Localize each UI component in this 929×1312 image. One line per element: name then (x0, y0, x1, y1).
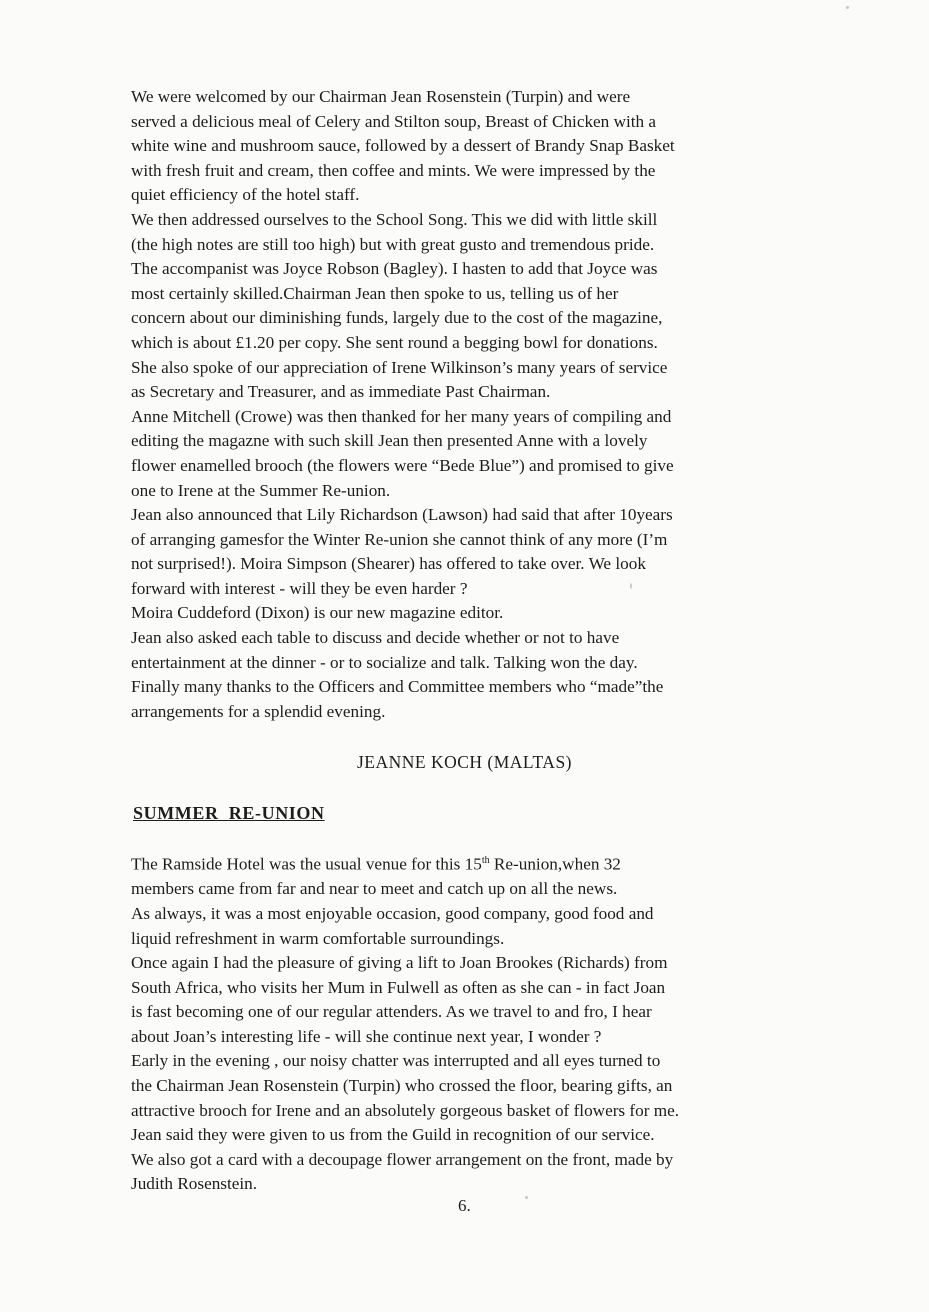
paragraph-line: editing the magazne with such skill Jean then presented Anne with a lovely (131, 431, 648, 451)
paragraph-line (131, 849, 811, 877)
paragraph-line: As always, it was a most enjoyable occasion, good company, good food and (131, 903, 654, 923)
paragraph-line: which is about £1.20 per copy. She sent round a begging bowl for donations. (131, 332, 658, 352)
paragraph-line: quiet efficiency of the hotel staff. (131, 185, 360, 205)
paragraph-line: most certainly skilled.Chairman Jean then spoke to us, telling us of her (131, 283, 619, 303)
ordinal-suffix: th (481, 855, 490, 866)
paragraph-line: attractive brooch for Irene and an absolutely gorgeous basket of flowers for me. (131, 1100, 680, 1120)
paragraph-line: Anne Mitchell (Crowe) was then thanked for her many years of compiling and (131, 406, 672, 426)
paragraph-line: of arranging gamesfor the Winter Re-union she cannot think of any more (I’m (131, 529, 668, 549)
paragraph-line: Early in the evening , our noisy chatter was interrupted and all eyes turned to (131, 1051, 661, 1071)
paragraph-line: Once again I had the pleasure of giving a lift to Joan Brookes (Richards) from (131, 953, 668, 973)
paragraph-line: is fast becoming one of our regular attenders. As we travel to and fro, I hear (131, 1002, 652, 1022)
paragraph-line: as Secretary and Treasurer, and as immediate Past Chairman. (131, 382, 551, 402)
paragraph-line: Moira Cuddeford (Dixon) is our new magazine editor. (131, 603, 504, 623)
paragraph-line: Judith Rosenstein. (131, 1174, 258, 1194)
paragraph-line: We also got a card with a decoupage flower arrangement on the front, made by (131, 1149, 674, 1169)
paragraph-line: Jean also asked each table to discuss and decide whether or not to have (131, 628, 620, 648)
paragraph-line: We were welcomed by our Chairman Jean Rosenstein (Turpin) and were (131, 87, 631, 106)
paragraph-line: not surprised!). Moira Simpson (Shearer) has offered to take over. We look (131, 554, 646, 574)
paragraph-line: (the high notes are still too high) but with great gusto and tremendous pride. (131, 234, 655, 254)
paragraph-line: white wine and mushroom sauce, followed by a dessert of Brandy Snap Basket (131, 136, 675, 156)
paragraph-line: We then addressed ourselves to the School Song. This we did with little skill (131, 209, 658, 229)
paragraph-line: Jean also announced that Lily Richardson (Lawson) had said that after 10years (131, 505, 673, 525)
summer-reunion-report (131, 849, 811, 1197)
paragraph-line: one to Irene at the Summer Re-union. (131, 480, 391, 500)
winter-reunion-report (131, 85, 811, 724)
paragraph-line: South Africa, who visits her Mum in Fulwell as often as she can - in fact Joan (131, 977, 666, 997)
paragraph-line: Jean said they were given to us from the Guild in recognition of our service. (131, 1125, 655, 1145)
paragraph-line: flower enamelled brooch (the flowers were “Bede Blue”) and promised to give (131, 455, 674, 475)
paragraph-line: She also spoke of our appreciation of Irene Wilkinson’s many years of service (131, 357, 668, 377)
paragraph-line: arrangements for a splendid evening. (131, 701, 386, 721)
paragraph-line: concern about our diminishing funds, largely due to the cost of the magazine, (131, 308, 663, 328)
paragraph-line: about Joan’s interesting life - will she continue next year, I wonder ? (131, 1026, 602, 1046)
paragraph-line: members came from far and near to meet and catch up on all the news. (131, 879, 618, 899)
report-signature: JEANNE KOCH (MALTAS) (356, 752, 573, 772)
paragraph-line: entertainment at the dinner - or to socialize and talk. Talking won the day. (131, 652, 638, 672)
line-text: Re-union,when 32 (489, 854, 621, 874)
paragraph-line: The accompanist was Joyce Robson (Bagley). I hasten to add that Joyce was (131, 259, 658, 279)
section-heading: SUMMER RE-UNION (133, 803, 325, 823)
paragraph-line: the Chairman Jean Rosenstein (Turpin) who crossed the floor, bearing gifts, an (131, 1076, 673, 1096)
paragraph-line: Finally many thanks to the Officers and Committee members who “made”the (131, 677, 664, 697)
paragraph-line: served a delicious meal of Celery and Stilton soup, Breast of Chicken with a (131, 111, 657, 131)
scan-speck (846, 6, 849, 9)
paragraph-line: with fresh fruit and cream, then coffee and mints. We were impressed by the (131, 160, 656, 180)
line-text: The Ramside Hotel was the usual venue for this 15 (131, 854, 482, 874)
paragraph-line: liquid refreshment in warm comfortable surroundings. (131, 928, 505, 948)
page-number: 6. (458, 1196, 471, 1215)
paragraph-line: forward with interest - will they be even harder ? (131, 578, 468, 598)
